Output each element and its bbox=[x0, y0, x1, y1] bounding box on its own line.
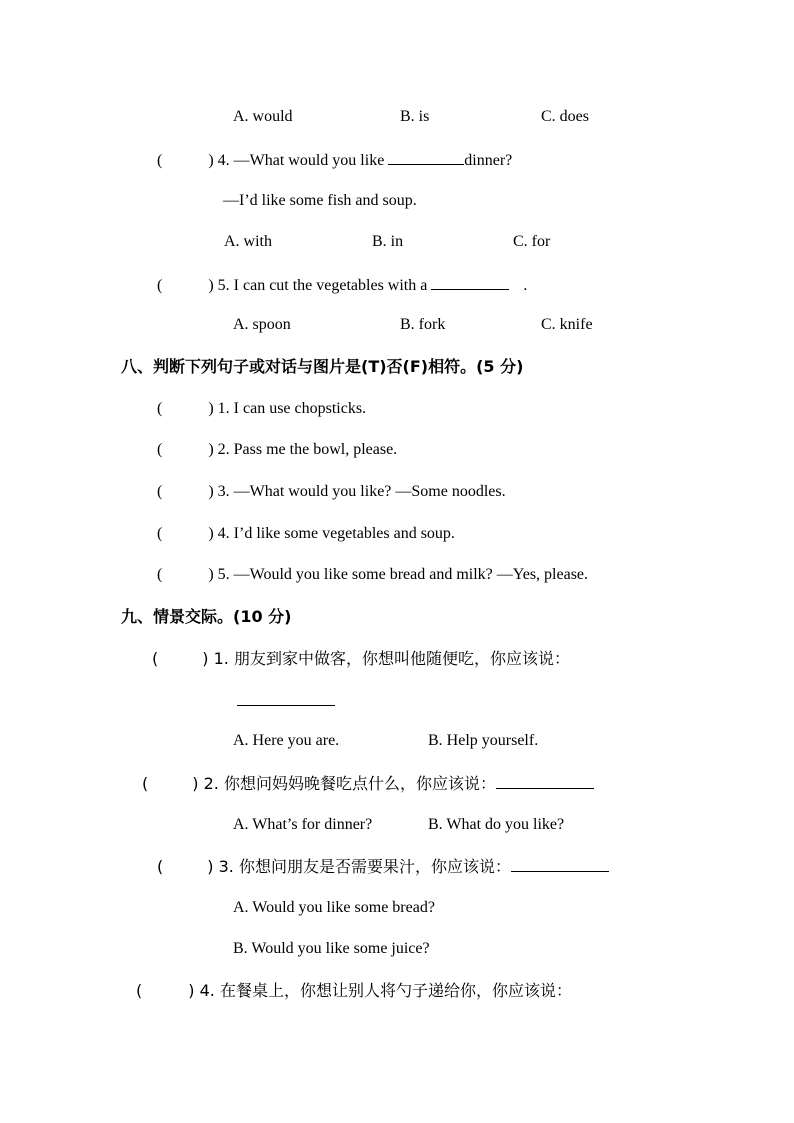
q5-option-b: B. fork bbox=[400, 316, 446, 333]
sec8-item-text: 4. I’d like some vegetables and soup. bbox=[217, 525, 455, 542]
q4-blank[interactable] bbox=[388, 149, 464, 165]
answer-paren-close: ) bbox=[208, 277, 214, 294]
sec9-q2-blank[interactable] bbox=[496, 773, 594, 789]
sec9-q3 bbox=[157, 856, 609, 877]
q4-option-a: A. with bbox=[224, 233, 272, 250]
sec8-item-text: 3. —What would you like? —Some noodles. bbox=[217, 483, 506, 500]
sec8-item-text: 1. I can use chopsticks. bbox=[217, 400, 367, 417]
sec9-q1-option-a: A. Here you are. bbox=[233, 732, 340, 749]
section-9-title: 九、情景交际。(10 分) bbox=[121, 607, 292, 626]
answer-paren-open: ( bbox=[157, 857, 164, 876]
answer-paren-close: ) bbox=[188, 981, 195, 1000]
sec8-item-text: 2. Pass me the bowl, please. bbox=[217, 441, 398, 458]
answer-paren-close: ) bbox=[208, 152, 214, 169]
q3-option-c: C. does bbox=[541, 108, 589, 125]
q4-question bbox=[157, 149, 512, 171]
q4-text-b: dinner? bbox=[464, 152, 513, 169]
q5-text: 5. I can cut the vegetables with a bbox=[217, 277, 428, 294]
sec9-q2-text: 2. 你想问妈妈晚餐吃点什么，你应该说： bbox=[203, 774, 496, 793]
q3-option-b: B. is bbox=[400, 108, 430, 125]
answer-paren-close: ) bbox=[208, 525, 214, 542]
sec9-q3-blank[interactable] bbox=[511, 856, 609, 872]
q5-end: . bbox=[523, 277, 528, 294]
sec9-q1-answer-line[interactable] bbox=[237, 690, 335, 712]
answer-paren-open: ( bbox=[157, 525, 163, 542]
sec9-q3-option-b: B. Would you like some juice? bbox=[233, 940, 430, 957]
answer-paren-open: ( bbox=[157, 152, 163, 169]
sec9-q1-option-b: B. Help yourself. bbox=[428, 732, 539, 749]
q4-text-a: 4. —What would you like bbox=[217, 152, 385, 169]
q4-answer-line: —I’d like some fish and soup. bbox=[223, 192, 417, 209]
answer-paren-close: ) bbox=[207, 857, 214, 876]
answer-paren-open: ( bbox=[157, 400, 163, 417]
sec8-item-5 bbox=[157, 565, 588, 585]
answer-paren-open: ( bbox=[157, 566, 163, 583]
sec9-q1 bbox=[152, 649, 570, 669]
sec9-q1-blank[interactable] bbox=[237, 690, 335, 706]
answer-paren-open: ( bbox=[157, 441, 163, 458]
sec9-q4-text: 4. 在餐桌上，你想让别人将勺子递给你，你应该说： bbox=[199, 981, 572, 1000]
answer-paren-close: ) bbox=[208, 441, 214, 458]
sec8-item-2 bbox=[157, 440, 397, 460]
q3-option-a: A. would bbox=[233, 108, 293, 125]
sec9-q2 bbox=[142, 773, 594, 794]
q4-option-b: B. in bbox=[372, 233, 404, 250]
sec9-q2-option-a: A. What’s for dinner? bbox=[233, 816, 373, 833]
sec8-item-3 bbox=[157, 482, 506, 502]
q4-option-c: C. for bbox=[513, 233, 551, 250]
q5-blank[interactable] bbox=[431, 274, 509, 290]
sec9-q1-text: 1. 朋友到家中做客，你想叫他随便吃，你应该说： bbox=[213, 649, 570, 668]
answer-paren-close: ) bbox=[208, 400, 214, 417]
q5-question bbox=[157, 274, 527, 296]
answer-paren-close: ) bbox=[192, 774, 199, 793]
sec8-item-text: 5. —Would you like some bread and milk? —Yes, please. bbox=[217, 566, 589, 583]
sec9-q2-option-b: B. What do you like? bbox=[428, 816, 565, 833]
sec9-q4 bbox=[136, 981, 572, 1001]
answer-paren-open: ( bbox=[157, 277, 163, 294]
answer-paren-open: ( bbox=[157, 483, 163, 500]
q5-option-a: A. spoon bbox=[233, 316, 291, 333]
answer-paren-open: ( bbox=[136, 981, 143, 1000]
answer-paren-close: ) bbox=[202, 649, 209, 668]
answer-paren-close: ) bbox=[208, 483, 214, 500]
answer-paren-close: ) bbox=[208, 566, 214, 583]
section-8-title: 八、判断下列句子或对话与图片是(T)否(F)相符。(5 分) bbox=[121, 357, 524, 376]
sec8-item-1 bbox=[157, 399, 366, 419]
q5-option-c: C. knife bbox=[541, 316, 593, 333]
answer-paren-open: ( bbox=[152, 649, 159, 668]
answer-paren-open: ( bbox=[142, 774, 149, 793]
sec9-q3-option-a: A. Would you like some bread? bbox=[233, 899, 435, 916]
sec8-item-4 bbox=[157, 524, 455, 544]
sec9-q3-text: 3. 你想问朋友是否需要果汁，你应该说： bbox=[218, 857, 511, 876]
